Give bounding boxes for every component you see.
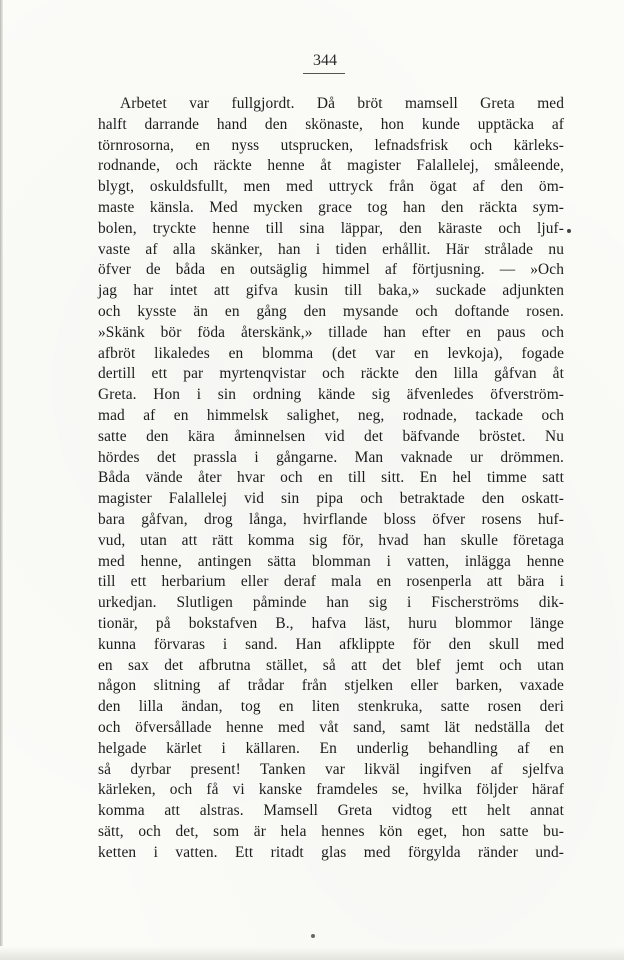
page-left-edge	[0, 0, 3, 960]
text-line: satte den kära åminnelsen vid det bäfvande bröstet. Nu	[98, 427, 564, 445]
text-line: »Skänk bör föda återskänk,» tillade han efter en paus och	[98, 323, 564, 341]
text-line: kunna förvaras i sand. Han afklippte för den skull med	[98, 635, 564, 653]
text-line: kärleken, och få vi kanske framdeles se, hvilka följder häraf	[98, 781, 564, 799]
text-line: halft darrande hand den skönaste, hon kunde upptäcka af	[98, 115, 564, 133]
text-line: Greta. Hon i sin ordning kände sig äfvenledes öfverström-	[98, 386, 564, 404]
text-line: med henne, antingen sätta blomman i vatten, inlägga henne	[98, 552, 564, 570]
text-line: blygt, oskuldsfullt, men med uttryck från ögat af den öm-	[98, 178, 564, 196]
text-line: komma att alstras. Mamsell Greta vidtog ett helt annat	[98, 802, 564, 820]
page-bottom-edge	[0, 946, 624, 960]
text-line: vaste af alla skänker, han i tiden erhållit. Här strålade nu	[98, 240, 564, 258]
text-line: den lilla ändan, tog en liten stenkruka, satte rosen deri	[98, 698, 564, 716]
text-line: dertill ett par myrtenqvistar och räckte den lilla gåfvan åt	[98, 365, 564, 383]
text-line: bara gåfvan, drog långa, hvirflande bloss öfver rosens huf-	[98, 510, 564, 528]
text-line: och kysste än en gång den mysande och doftande rosen.	[98, 302, 564, 320]
text-line: ketten i vatten. Ett ritadt glas med förgylda ränder und-	[98, 843, 564, 861]
page-number: 344	[313, 52, 337, 69]
text-line: öfver de båda en outsäglig himmel af förtjusning. — »Och	[98, 261, 564, 279]
text-line: någon slitning af trådar från stjelken eller barken, vaxade	[98, 677, 564, 695]
text-line: bolen, tryckte henne till sina läppar, den käraste och ljuf-	[98, 219, 564, 237]
text-line: mad af en himmelsk salighet, neg, rodnade, tackade och	[98, 406, 564, 424]
text-line: magister Falallelej vid sin pipa och betraktade den oskatt-	[98, 490, 564, 508]
page-number-rule	[303, 73, 345, 74]
text-line: vud, utan att rätt komma sig för, hvad han skulle företaga	[98, 531, 564, 549]
text-line: helgade kärlet i källaren. En underlig behandling af en	[98, 739, 564, 757]
text-line: jag har intet att gifva kusin till baka,» suckade adjunkten	[98, 282, 564, 300]
text-line: en sax det afbrutna stället, så att det blef jemt och utan	[98, 656, 564, 674]
text-line: törnrosorna, en nyss utsprucken, lefnadsfrisk och kärleks-	[98, 136, 564, 154]
text-line: rodnande, och räckte henne åt magister Falallelej, småleende,	[98, 157, 564, 175]
text-line: sätt, och det, som är hela hennes kön eget, hon satte bu-	[98, 822, 564, 840]
text-line: Båda vände åter hvar och en till sitt. En hel timme satt	[98, 469, 564, 487]
text-line: och öfversållade henne med våt sand, samt lät nedställa det	[98, 718, 564, 736]
text-line: tionär, på bokstafven B., hafva läst, huru blommor länge	[98, 614, 564, 632]
margin-speck	[567, 229, 571, 233]
text-line: urkedjan. Slutligen påminde han sig i Fischerströms dik-	[98, 594, 564, 612]
text-line: maste känsla. Med mycken grace tog han den räckta sym-	[98, 198, 564, 216]
text-line: hördes det prassla i gångarne. Man vaknade ur drömmen.	[98, 448, 564, 466]
text-line: afbröt likaledes en blomma (det var en levkoja), fogade	[98, 344, 564, 362]
text-line: till ett herbarium eller deraf mala en rosenperla att bära i	[98, 573, 564, 591]
text-line: Arbetet var fullgjordt. Då bröt mamsell Greta med	[120, 95, 564, 112]
bottom-speck	[311, 934, 315, 938]
text-line: så dyrbar present! Tanken var likväl ingifven af sjelfva	[98, 760, 564, 778]
body-text	[98, 94, 564, 863]
